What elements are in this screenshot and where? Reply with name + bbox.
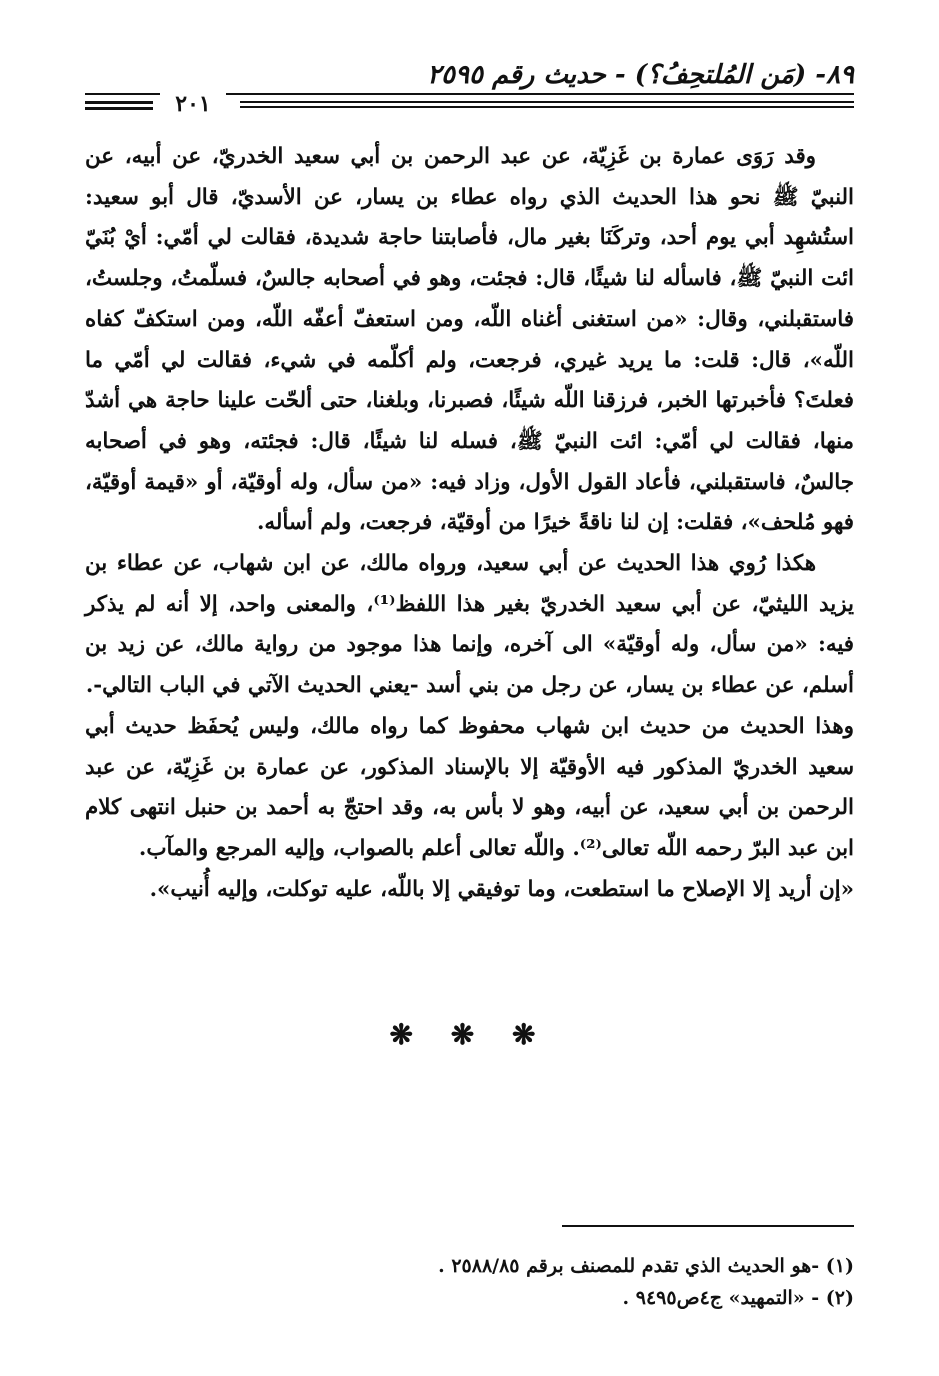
paragraph-1-text: وقد رَوَى عمارة بن غَزِيّة، عن عبد الرحمن بن أبي سعيد الخدريّ، عن أبيه، عن النبيّ ﷺ نحو هذا الحديث الذي رواه عطاء بن يسار، عن الأسديّ، قال أبو سعيد: استُشهِد أبي يوم أحد، وتركَنَا بغير مال، فأصابتنا حاجة شديدة، فقالت لي أمّي: أيْ بُنَيّ ائت النبيّ ﷺ، فاسأله لنا شيئًا، قال: فجئت، وهو في أصحابه جالسٌ، فسلّمتُ، وجلستُ، فاستقبلني، وقال: «من استغنى أغناه اللّه، ومن استعفّ أعفّه اللّه، ومن استكفّ كفاه اللّه»، قال: قلت: ما يريد غيري، فرجعت، ولم أكلّمه في شيء، فقالت لي أمّي ما فعلتَ؟ فأخبرتها الخبر، فرزقنا اللّه شيئًا، فصبرنا، وبلغنا، حتى ألحّت علينا حاجة هي أشدّ منها، فقالت لي أمّي: ائت النبيّ ﷺ، فسله لنا شيئًا، قال: فجئته، وهو في أصحابه جالسٌ، فاستقبلني، فأعاد القول الأول، وزاد فيه: «من سأل، وله أوقيّة، أو «قيمة أوقيّة، فهو مُلحف»، فقلت: إن لنا ناقةً خيرًا من أوقيّة، فرجعت، ولم أسأله. — [85, 144, 854, 536]
footnote-rule — [562, 1225, 854, 1227]
paragraph-3-text: وهذا الحديث من حديث ابن شهاب محفوظ كما رواه مالك، وليس يُحفَظ حديث أبي سعيد الخدريّ المذكور فيه الأوقيّة إلا بالإسناد المذكور، عن عمارة بن غَزِيّة، عن عبد الرحمن بن أبي سعيد، عن أبيه، وهو لا بأس به، وقد احتجّ به أحمد بن حنبل انتهى كلام ابن عبد البرّ رحمه اللّه تعالى⁽²⁾. واللّه تعالى أعلم بالصواب، وإليه المرجع والمآب. — [85, 713, 854, 861]
paragraph-1 — [85, 137, 854, 544]
page-number: ٢٠١ — [160, 91, 226, 117]
paragraph-4 — [85, 870, 854, 911]
footnote-1: (١) -هو الحديث الذي تقدم للمصنف برقم ٢٥٨٨/٨٥ . — [438, 1255, 854, 1277]
paragraph-4-text: «إن أريد إلا الإصلاح ما استطعت، وما توفيقي إلا باللّه، عليه توكلت، وإليه أُنيب». — [149, 876, 854, 902]
footnotes — [85, 1250, 854, 1314]
section-separator-stars: ❋ ❋ ❋ — [389, 1018, 550, 1051]
paragraph-2 — [85, 544, 854, 707]
chapter-header-title: ٨٩- (مَن المُلتحِفُ؟) - حديث رقم ٢٥٩٥ — [427, 60, 854, 90]
header-rule-left-2 — [85, 107, 153, 110]
paragraph-3 — [85, 707, 854, 870]
header-rule-middle — [240, 101, 854, 103]
header-rule-left-1 — [85, 101, 153, 104]
paragraph-2-text: هكذا رُوي هذا الحديث عن أبي سعيد، ورواه مالك، عن ابن شهاب، عن عطاء بن يزيد الليثيّ، عن أبي سعيد الخدريّ بغير هذا اللفظ⁽¹⁾، والمعنى واحد، إلا أنه لم يذكر فيه: «من سأل، وله أوقيّة» الى آخره، وإنما هذا موجود من رواية مالك، عن زيد بن أسلم، عن عطاء بن يسار، عن رجل من بني أسد -يعني الحديث الآتي في الباب التالي-. — [85, 551, 854, 699]
footnote-2: (٢) - «التمهيد» ج٤ص٩٤٩٥ . — [622, 1287, 854, 1309]
body-text — [85, 137, 854, 910]
header-rule-bottom — [240, 106, 854, 108]
